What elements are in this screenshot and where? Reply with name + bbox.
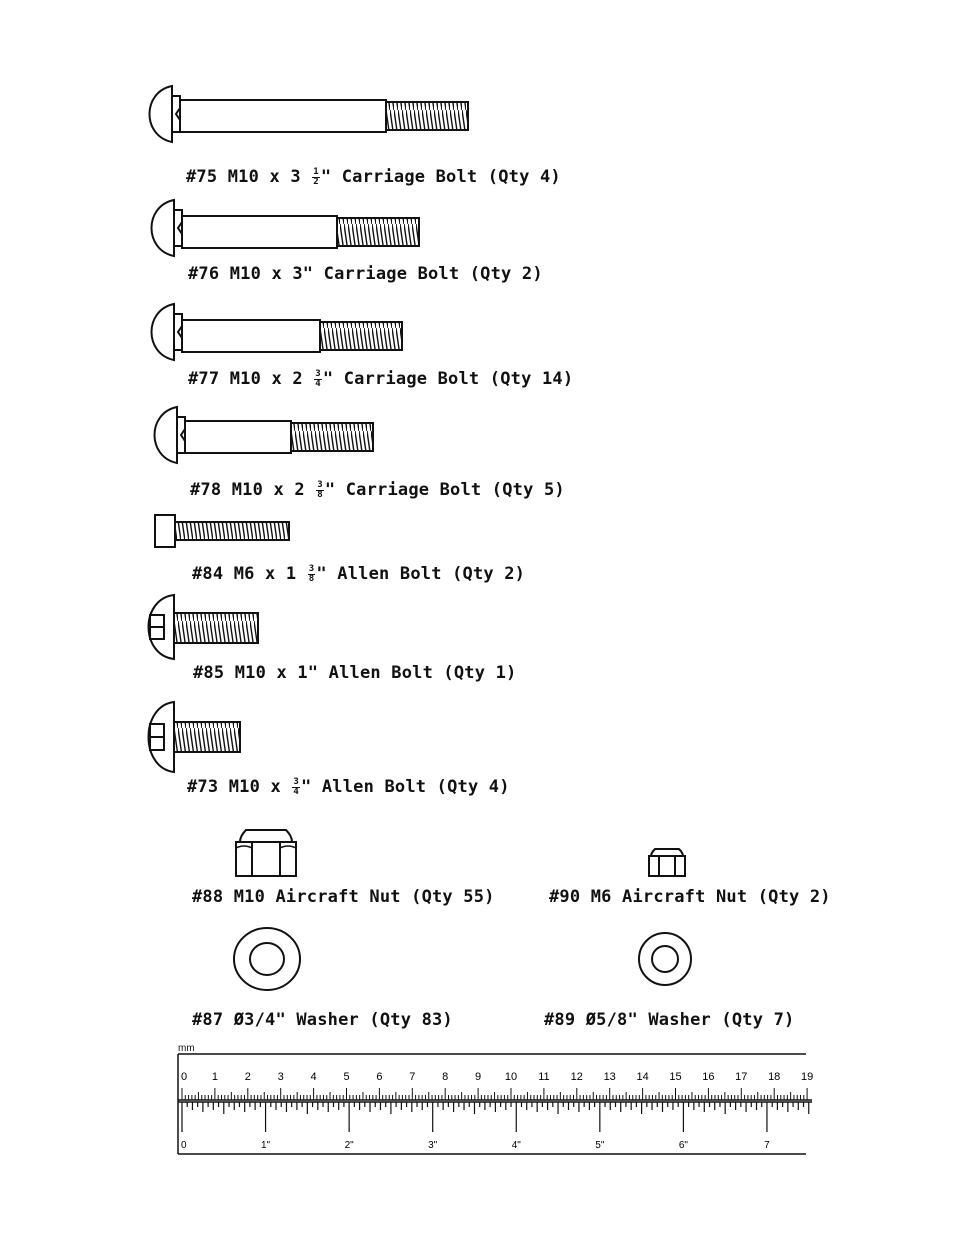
carriage-bolt-77-icon (152, 300, 422, 370)
cm-label: 0 (181, 1071, 188, 1083)
cm-label: 11 (538, 1071, 550, 1083)
washer-89-icon (636, 930, 694, 988)
cm-label: 16 (702, 1071, 715, 1083)
cm-label: 5 (343, 1071, 350, 1083)
allen-bolt-84-icon (153, 513, 303, 553)
button-allen-bolt-85-icon (146, 593, 276, 663)
cm-label: 6 (376, 1071, 383, 1083)
inch-label: 3" (428, 1140, 438, 1151)
cm-label: 19 (800, 1071, 814, 1083)
cm-label: 17 (735, 1071, 748, 1083)
part-label-76: #76 M10 x 3" Carriage Bolt (Qty 2) (188, 264, 543, 284)
cm-label: 12 (570, 1071, 583, 1083)
part-label-90: #90 M6 Aircraft Nut (Qty 2) (549, 887, 831, 907)
cm-label: 8 (442, 1071, 449, 1083)
ruler-unit-label: mm (178, 1043, 195, 1054)
cm-label: 2 (244, 1071, 251, 1083)
part-label-89: #89 Ø5/8" Washer (Qty 7) (544, 1010, 795, 1030)
cm-label: 7 (409, 1071, 416, 1083)
measurement-ruler (170, 1038, 820, 1160)
cm-label: 15 (669, 1071, 682, 1083)
cm-label: 3 (277, 1071, 284, 1083)
cm-label: 4 (310, 1071, 317, 1083)
washer-87-icon (230, 925, 304, 993)
inch-label: 2" (344, 1140, 354, 1151)
button-allen-bolt-73-icon (146, 700, 256, 775)
part-label-75: #75 M10 x 3 $\frac{1}{2}$ " Carriage Bolt (Qty 4) (186, 166, 561, 187)
part-label-73: #73 M10 x $\frac{3}{4}$ " Allen Bolt (Qty 4) (187, 776, 510, 797)
part-label-85: #85 M10 x 1" Allen Bolt (Qty 1) (193, 663, 517, 683)
cm-label: 1 (211, 1071, 218, 1083)
cm-label: 13 (603, 1071, 616, 1083)
inch-label: 1" (261, 1140, 271, 1151)
part-label-87: #87 Ø3/4" Washer (Qty 83) (192, 1010, 453, 1030)
carriage-bolt-78-icon (155, 403, 395, 473)
carriage-bolt-76-icon (152, 196, 442, 266)
part-label-84: #84 M6 x 1 $\frac{3}{8}$ " Allen Bolt (Qty 2) (192, 563, 526, 584)
inch-label: 0 (181, 1140, 187, 1151)
inch-label: 4" (511, 1140, 521, 1151)
carriage-bolt-75-icon (150, 82, 480, 152)
cm-label: 10 (504, 1071, 518, 1083)
cm-label: 14 (636, 1071, 649, 1083)
part-label-78: #78 M10 x 2 $\frac{3}{8}$ " Carriage Bolt (Qty 5) (190, 479, 565, 500)
inch-label: 7 (764, 1140, 770, 1151)
cm-label: 9 (475, 1071, 482, 1083)
cm-label: 18 (768, 1071, 781, 1083)
part-label-77: #77 M10 x 2 $\frac{3}{4}$ " Carriage Bolt (Qty 14) (188, 368, 574, 389)
aircraft-nut-90-icon (647, 847, 689, 879)
inch-label: 5" (595, 1140, 605, 1151)
aircraft-nut-88-icon (234, 828, 300, 880)
part-label-88: #88 M10 Aircraft Nut (Qty 55) (192, 887, 495, 907)
inch-label: 6" (678, 1140, 688, 1151)
